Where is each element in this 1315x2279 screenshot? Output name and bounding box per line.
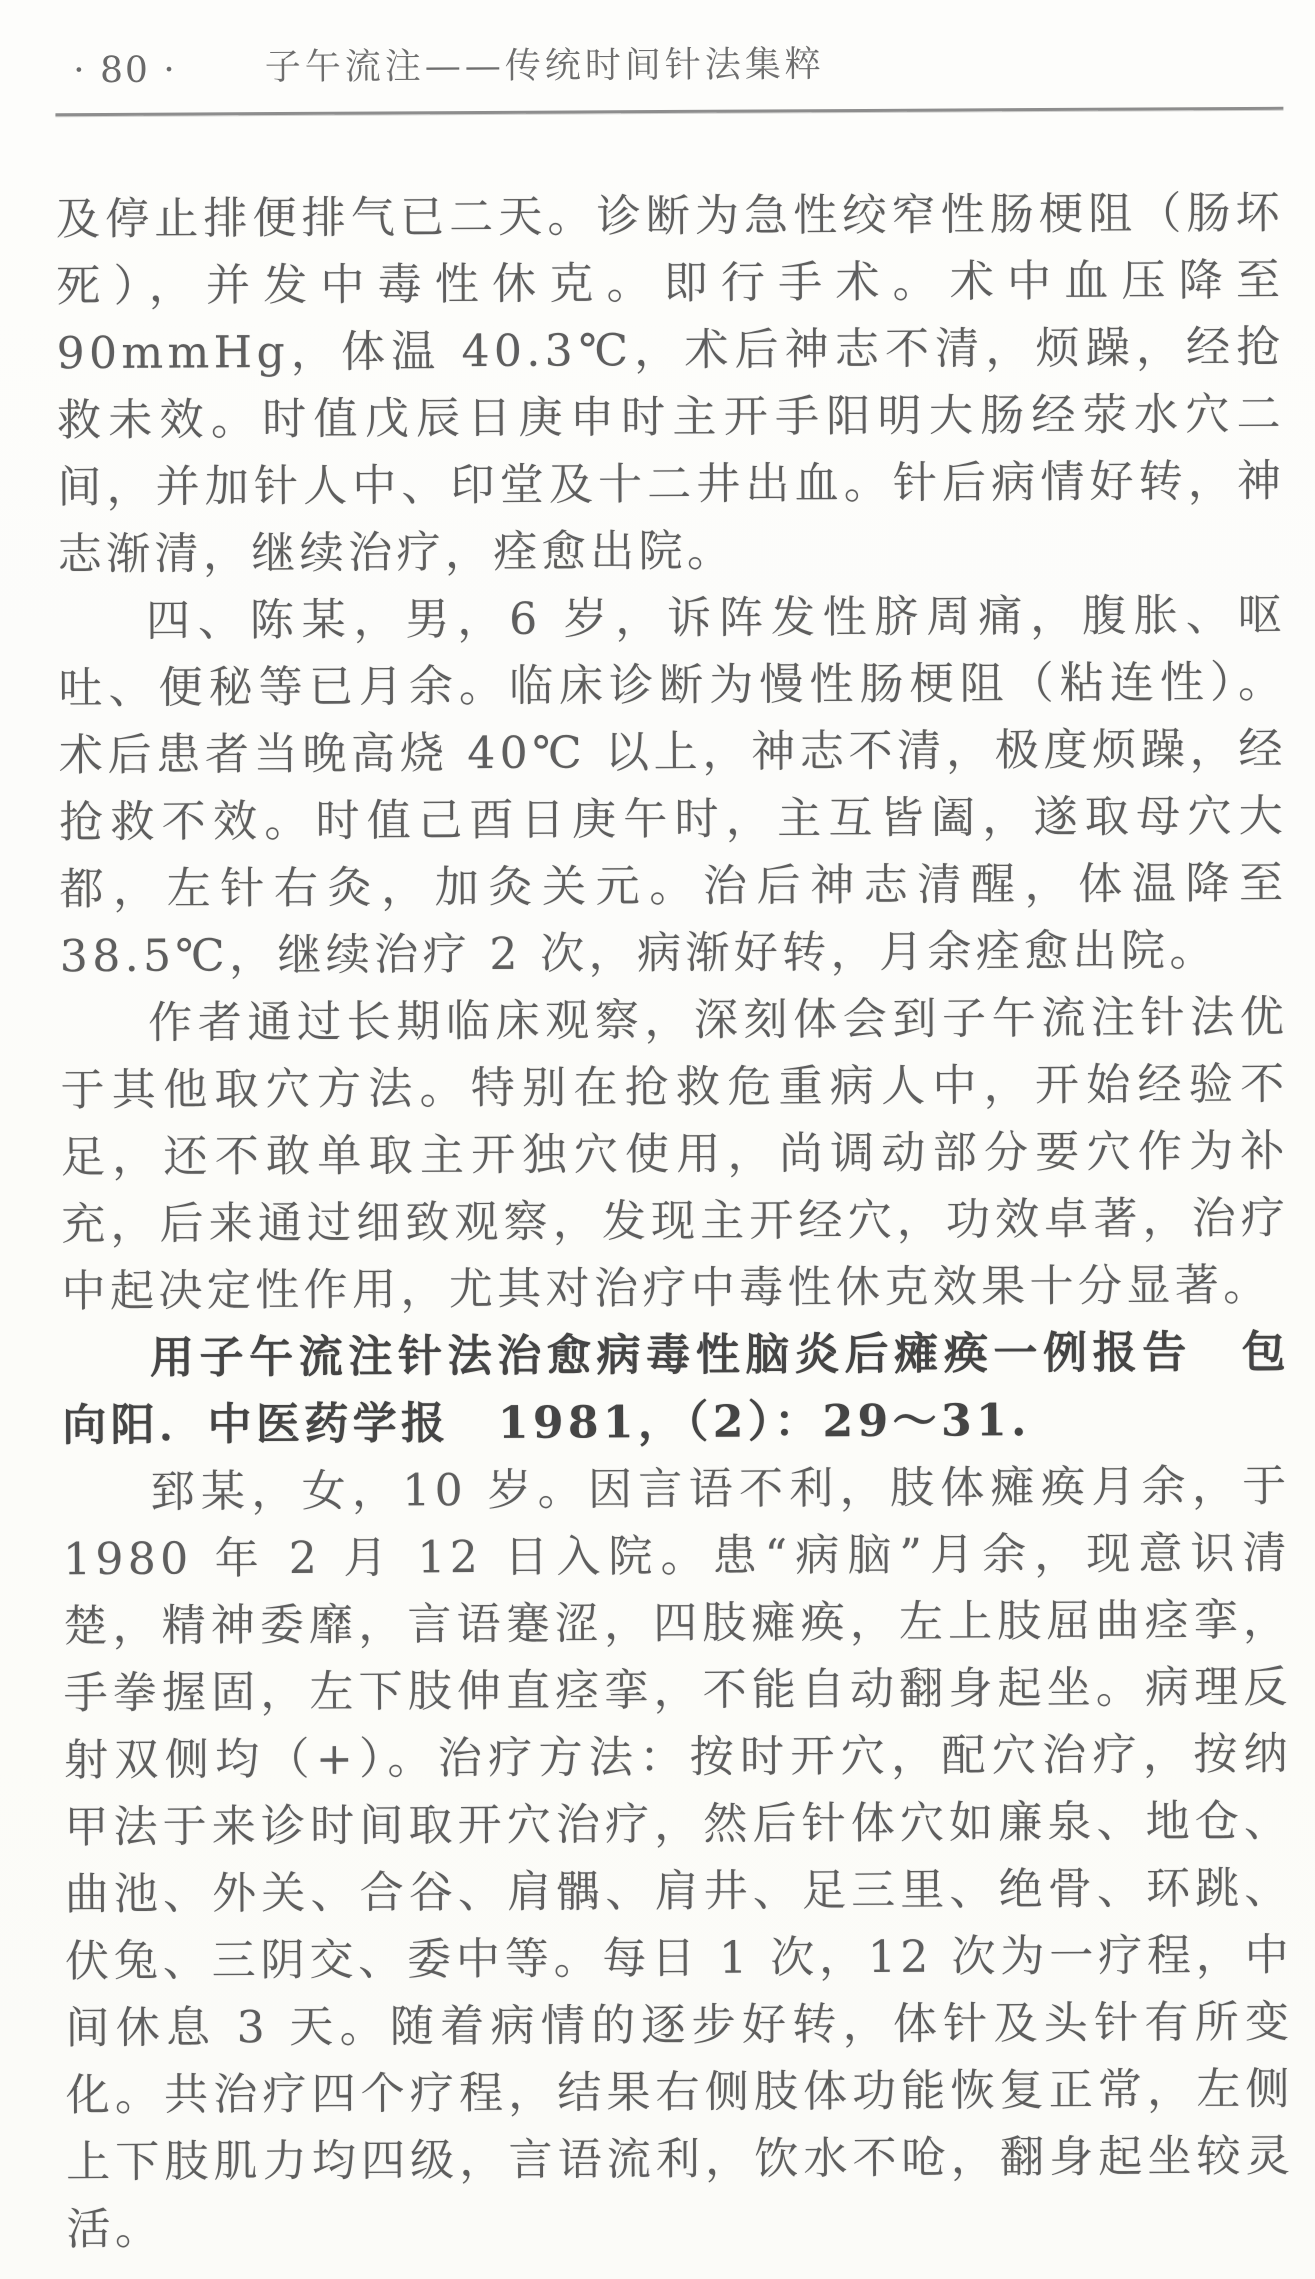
paragraph-author-commentary: 作者通过长期临床观察，深刻体会到子午流注针法优于其他取穴方法。特别在抢救危重病人中，开始经验不足，还不敢单取主开独穴使用，尚调动部分要穴作为补充，后来通过细致观察，发现主开经穴，功效卓著，治疗中起决定性作用，尤其对治疗中毒性休克效果十分显著。 (60, 991, 1290, 1318)
paragraph-case-four: 四、陈某，男，6 岁，诉阵发性脐周痛，腹胀、呕吐、便秘等已月余。临床诊断为慢性肠梗阻（粘连性）。术后患者当晚高烧 40℃ 以上，神志不清，极度烦躁，经抢救不效。时值己酉日庚午时，主互皆阖，遂取母穴大都，左针右灸，加灸关元。治后神志清醒，体温降至 38.5℃，继续治疗 2 次，病渐好转，月余痊愈出院。 (58, 589, 1288, 983)
header-divider (55, 107, 1283, 116)
page-body-text (56, 180, 1295, 2263)
page-header (55, 27, 1283, 91)
page-number: · 80 · (73, 49, 177, 92)
book-title: 子午流注——传统时间针法集粹 (264, 44, 825, 89)
scanned-text-block (55, 27, 1295, 2263)
citation-heading: 用子午流注针法治愈病毒性脑炎后瘫痪一例报告 包向阳．中医药学报 1981，（2）：29～31. (62, 1326, 1291, 1452)
paragraph-case-report: 郅某，女，10 岁。因言语不利，肢体瘫痪月余，于 1980 年 2 月 12 日入院。患“病脑”月余，现意识清楚，精神委靡，言语蹇涩，四肢瘫痪，左上肢屈曲痉挛，手拳握固，左下肢伸直痉挛，不能自动翻身起坐。病理反射双侧均（+）。治疗方法：按时开穴，配穴治疗，按纳甲法于来诊时间取开穴治疗，然后针体穴如廉泉、地仓、曲池、外关、合谷、肩髃、肩井、足三里、绝骨、环跳、伏兔、三阴交、委中等。每日 1 次，12 次为一疗程，中间休息 3 天。随着病情的逐步好转，体针及头针有所变化。共治疗四个疗程，结果右侧肢体功能恢复正常，左侧上下肢肌力均四级，言语流利，饮水不呛，翻身起坐较灵活。 (62, 1460, 1295, 2256)
paragraph-case-three-continuation: 及停止排便排气已二天。诊断为急性绞窄性肠梗阻（肠坏死），并发中毒性休克。即行手术。术中血压降至 90mmHg，体温 40.3℃，术后神志不清，烦躁，经抢救未效。时值戊辰日庚申时主开手阳明大肠经荥水穴二间，并加针人中、印堂及十二井出血。针后病情好转，神志渐清，继续治疗，痊愈出院。 (55, 187, 1286, 581)
